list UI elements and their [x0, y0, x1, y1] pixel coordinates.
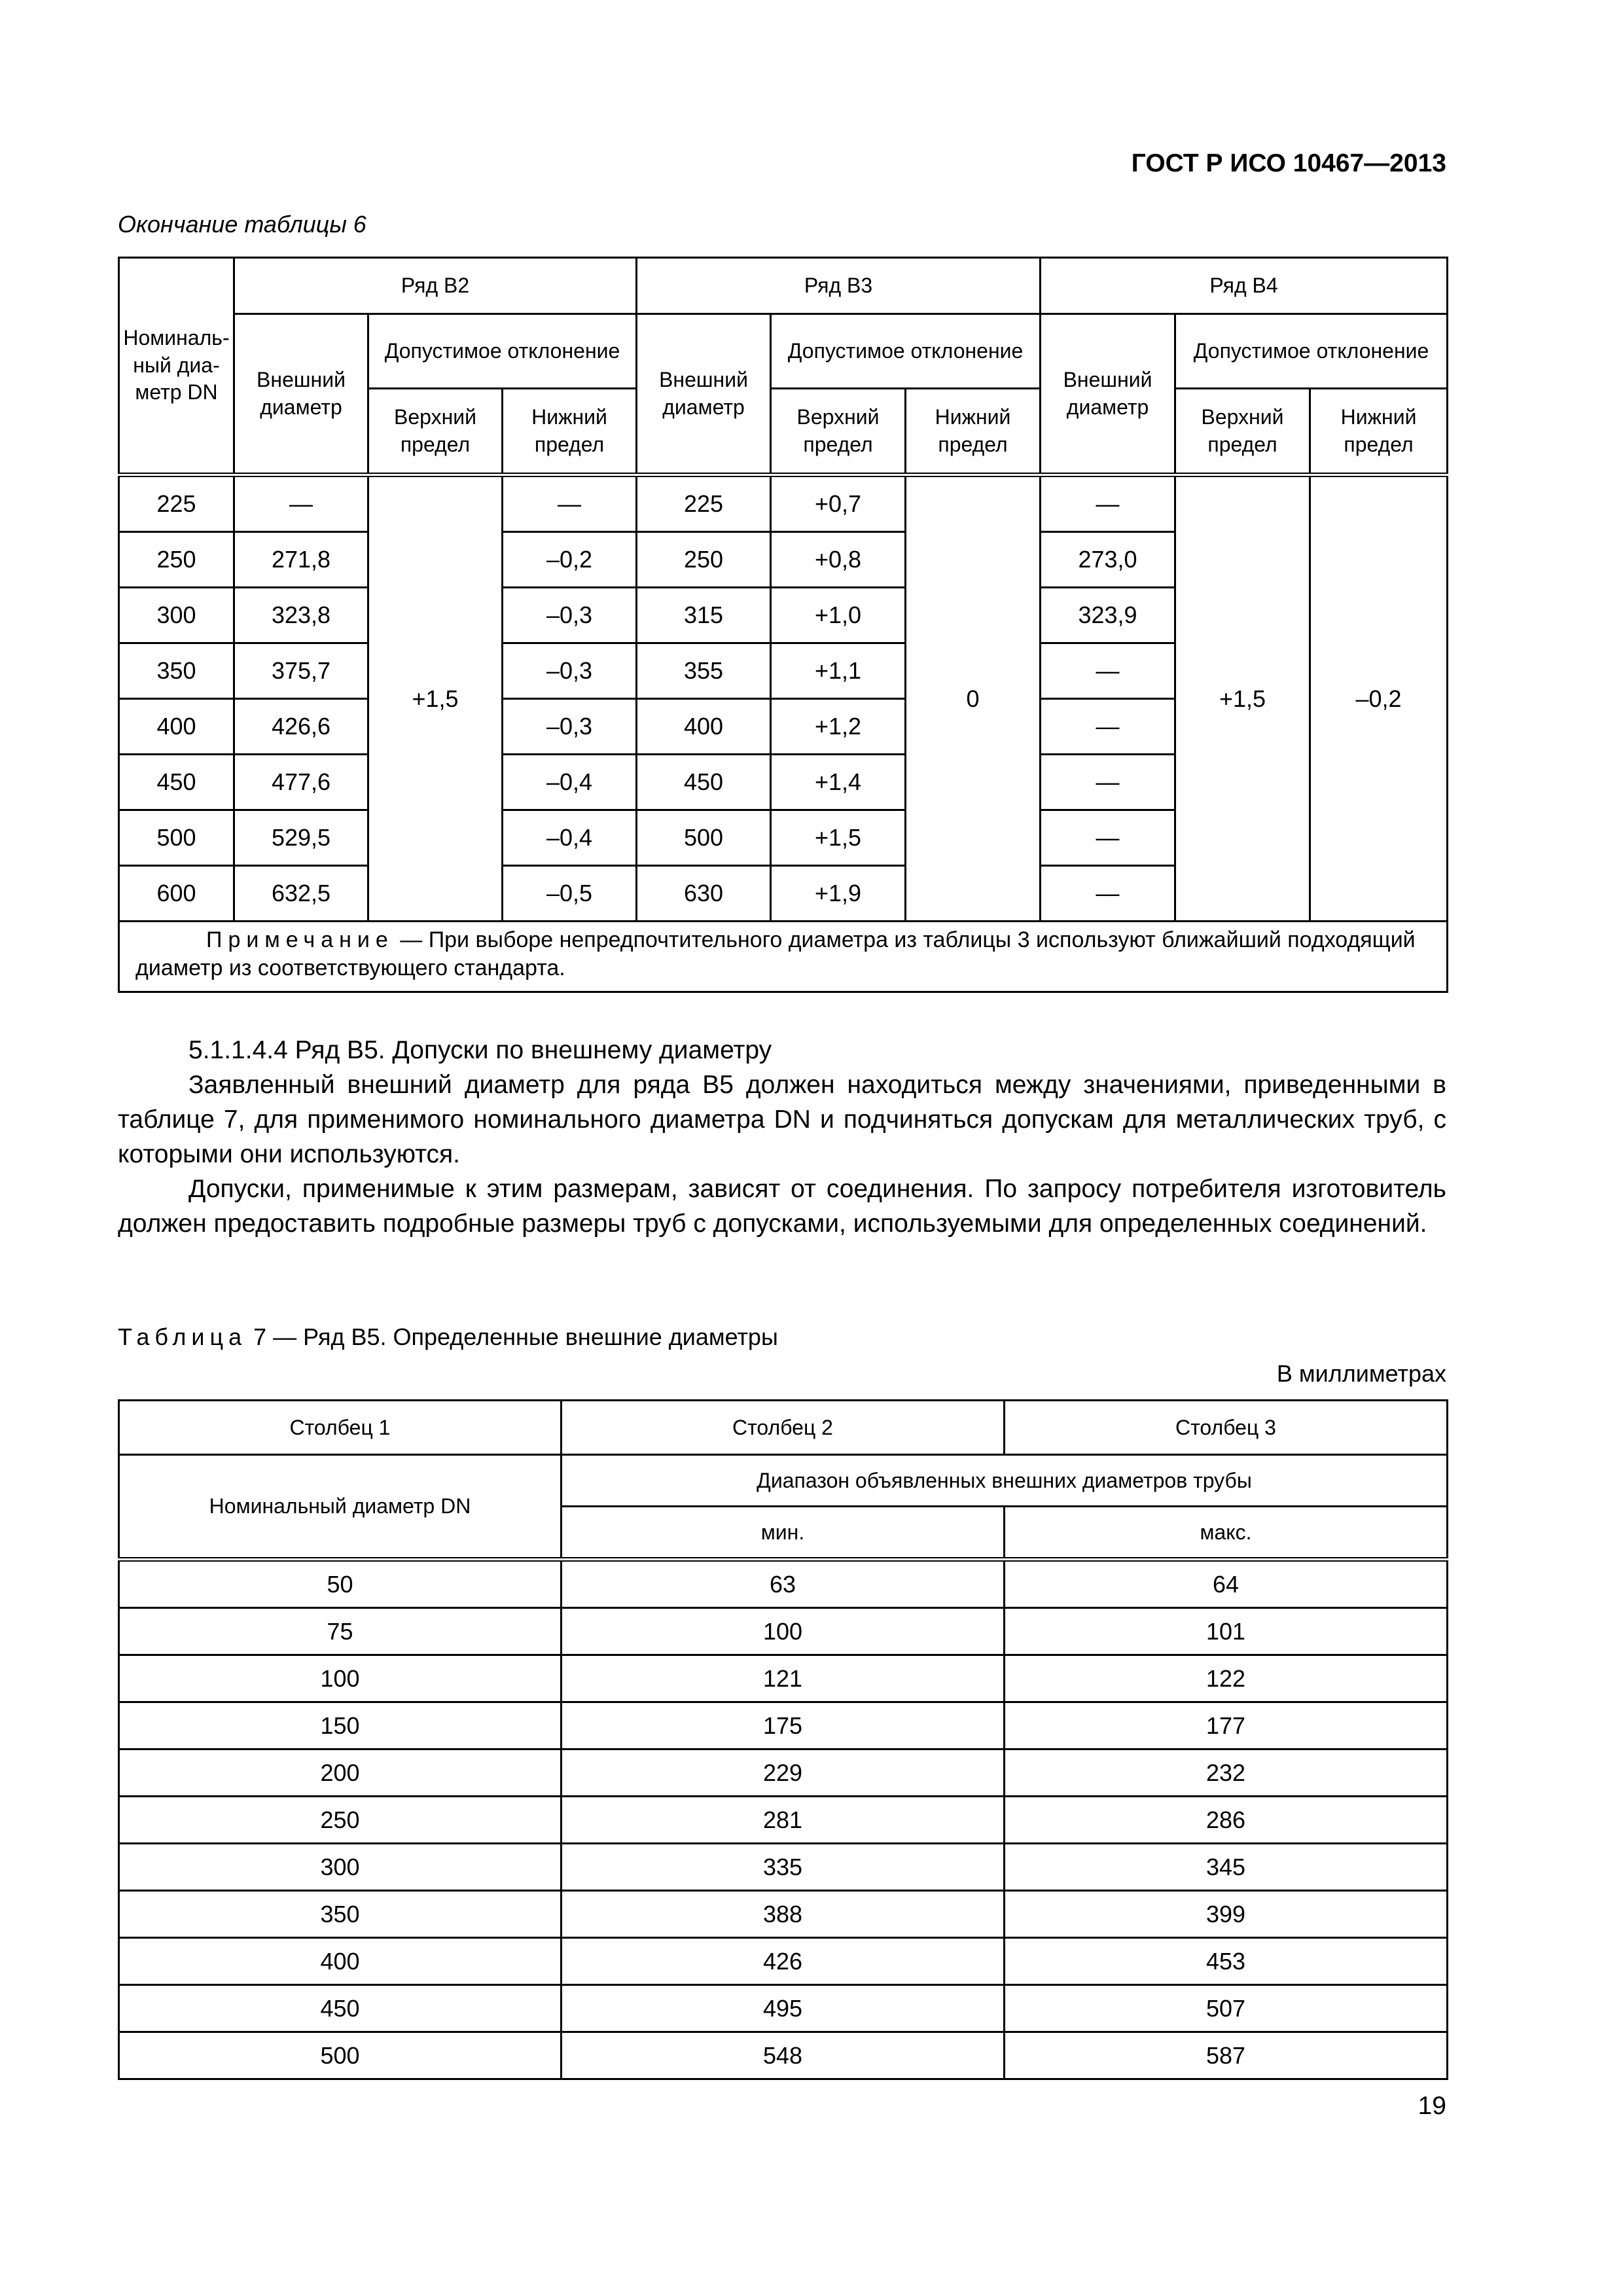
min-cell: 175: [562, 1702, 1005, 1749]
dn-cell: 50: [119, 1560, 562, 1608]
b2-lower-cell: –0,2: [503, 532, 637, 588]
page-number: 19: [1418, 2092, 1446, 2120]
table7-caption-text: 7 — Ряд B5. Определенные внешние диаметры: [247, 1323, 778, 1350]
min-cell: 229: [562, 1749, 1005, 1797]
b3-upper-cell: +1,0: [771, 588, 906, 643]
b2-tolerance-header: Допустимое отклонение: [368, 314, 637, 389]
b4-od-cell: —: [1041, 643, 1175, 699]
table-row: [119, 1608, 1448, 1655]
max-cell: 64: [1005, 1560, 1448, 1608]
table-row: [119, 1891, 1448, 1938]
dn-cell: 250: [119, 1797, 562, 1844]
dn-cell: 100: [119, 1655, 562, 1702]
section-heading: 5.1.1.4.4 Ряд B5. Допуски по внешнему диаметру: [188, 1036, 772, 1064]
b2-upper-header: Верхний предел: [368, 389, 503, 475]
group-header-b2: Ряд B2: [234, 258, 637, 314]
table-row: [119, 1655, 1448, 1702]
dn-cell: 150: [119, 1702, 562, 1749]
dn-header: Номиналь-ный диа-метр DN: [119, 258, 234, 475]
dn-cell: 300: [119, 588, 234, 643]
table-row: [119, 1844, 1448, 1891]
max-cell: 587: [1005, 2032, 1448, 2079]
max-cell: 122: [1005, 1655, 1448, 1702]
note-prefix: Примечание: [206, 927, 394, 952]
b3-od-cell: 630: [637, 866, 771, 922]
min-cell: 100: [562, 1608, 1005, 1655]
table-7: [118, 1399, 1448, 2080]
b2-od-cell: 477,6: [234, 755, 368, 810]
b2-od-cell: 375,7: [234, 643, 368, 699]
b3-od-cell: 450: [637, 755, 771, 810]
column-header-2: Столбец 2: [562, 1401, 1005, 1455]
b2-od-cell: —: [234, 475, 368, 532]
b2-od-cell: 529,5: [234, 810, 368, 866]
b2-outer-diameter-header: Внешний диаметр: [234, 314, 368, 475]
max-cell: 177: [1005, 1702, 1448, 1749]
b2-od-cell: 271,8: [234, 532, 368, 588]
b3-upper-cell: +1,9: [771, 866, 906, 922]
b4-od-cell: —: [1041, 866, 1175, 922]
dn-cell: 450: [119, 1985, 562, 2032]
table6-caption: Окончание таблицы 6: [118, 211, 366, 238]
b3-upper-cell: +1,1: [771, 643, 906, 699]
table-row: [119, 1702, 1448, 1749]
b4-lower-header: Нижний предел: [1310, 389, 1448, 475]
dn-cell: 400: [119, 699, 234, 755]
dn-cell: 350: [119, 643, 234, 699]
b2-upper-merged: +1,5: [368, 475, 503, 922]
group-header-b4: Ряд B4: [1041, 258, 1448, 314]
b3-od-cell: 400: [637, 699, 771, 755]
table-row: [119, 1797, 1448, 1844]
table-row: [119, 1985, 1448, 2032]
b4-upper-merged: +1,5: [1175, 475, 1310, 922]
b3-upper-cell: +1,2: [771, 699, 906, 755]
dn-cell: 225: [119, 475, 234, 532]
b3-upper-cell: +0,7: [771, 475, 906, 532]
b3-lower-header: Нижний предел: [906, 389, 1041, 475]
b4-upper-header: Верхний предел: [1175, 389, 1310, 475]
column-header-3: Столбец 3: [1005, 1401, 1448, 1455]
dn-cell: 500: [119, 2032, 562, 2079]
table-row: [119, 1749, 1448, 1797]
b3-upper-header: Верхний предел: [771, 389, 906, 475]
b3-upper-cell: +1,5: [771, 810, 906, 866]
b3-tolerance-header: Допустимое отклонение: [771, 314, 1041, 389]
min-header: мин.: [562, 1507, 1005, 1560]
table-row: [119, 2032, 1448, 2079]
note-text: — При выборе непредпочтительного диаметра из таблицы 3 используют ближайший подходящий диаметр из соответствующего стандарта.: [135, 927, 1416, 980]
b2-lower-cell: –0,5: [503, 866, 637, 922]
b3-od-cell: 355: [637, 643, 771, 699]
b3-od-cell: 500: [637, 810, 771, 866]
table6-note-row: [119, 922, 1448, 992]
min-cell: 121: [562, 1655, 1005, 1702]
max-cell: 345: [1005, 1844, 1448, 1891]
dn-cell: 200: [119, 1749, 562, 1797]
b4-lower-merged: –0,2: [1310, 475, 1448, 922]
b4-od-cell: —: [1041, 755, 1175, 810]
max-cell: 232: [1005, 1749, 1448, 1797]
dn-cell: 250: [119, 532, 234, 588]
table-row: [119, 1938, 1448, 1985]
dn-cell: 75: [119, 1608, 562, 1655]
min-cell: 495: [562, 1985, 1005, 2032]
section-paragraph-2: Допуски, применимые к этим размерам, зависят от соединения. По запросу потребителя изготовитель должен предоставить подробные размеры труб с допусками, используемыми для определенных соединений.: [118, 1175, 1446, 1238]
table7-units: В миллиметрах: [1276, 1360, 1446, 1387]
b2-lower-cell: –0,3: [503, 588, 637, 643]
b4-od-cell: 323,9: [1041, 588, 1175, 643]
max-header: макс.: [1005, 1507, 1448, 1560]
dn-cell: 500: [119, 810, 234, 866]
section-5-1-1-4-4: [118, 1033, 1446, 1241]
b4-outer-diameter-header: Внешний диаметр: [1041, 314, 1175, 475]
b4-tolerance-header: Допустимое отклонение: [1175, 314, 1448, 389]
max-cell: 101: [1005, 1608, 1448, 1655]
table7-caption-prefix: Таблица: [118, 1323, 247, 1350]
min-cell: 388: [562, 1891, 1005, 1938]
section-paragraph-1: Заявленный внешний диаметр для ряда B5 должен находиться между значениями, приведенными в таблице 7, для применимого номинального диаметра DN и подчиняться допускам для металлических труб, с которыми они используются.: [118, 1071, 1446, 1168]
table-row: [119, 1560, 1448, 1608]
b2-lower-cell: –0,4: [503, 810, 637, 866]
b2-lower-cell: –0,3: [503, 699, 637, 755]
dn-cell: 600: [119, 866, 234, 922]
table6-note: [119, 922, 1448, 992]
dn-cell: 350: [119, 1891, 562, 1938]
min-cell: 63: [562, 1560, 1005, 1608]
min-cell: 281: [562, 1797, 1005, 1844]
b3-upper-cell: +1,4: [771, 755, 906, 810]
b4-od-cell: —: [1041, 475, 1175, 532]
b4-od-cell: —: [1041, 699, 1175, 755]
max-cell: 286: [1005, 1797, 1448, 1844]
b3-upper-cell: +0,8: [771, 532, 906, 588]
min-cell: 426: [562, 1938, 1005, 1985]
document-standard-code: ГОСТ Р ИСО 10467—2013: [1131, 149, 1446, 177]
max-cell: 507: [1005, 1985, 1448, 2032]
b2-lower-cell: —: [503, 475, 637, 532]
min-cell: 548: [562, 2032, 1005, 2079]
dn-cell: 400: [119, 1938, 562, 1985]
b4-od-cell: 273,0: [1041, 532, 1175, 588]
dn-header: Номинальный диаметр DN: [119, 1455, 562, 1560]
range-header: Диапазон объявленных внешних диаметров трубы: [562, 1455, 1448, 1507]
b2-od-cell: 323,8: [234, 588, 368, 643]
dn-cell: 300: [119, 1844, 562, 1891]
b4-od-cell: —: [1041, 810, 1175, 866]
b3-od-cell: 250: [637, 532, 771, 588]
column-header-1: Столбец 1: [119, 1401, 562, 1455]
b3-lower-merged: 0: [906, 475, 1041, 922]
group-header-b3: Ряд B3: [637, 258, 1041, 314]
b2-lower-header: Нижний предел: [503, 389, 637, 475]
table-row: [119, 475, 1448, 532]
b2-lower-cell: –0,3: [503, 643, 637, 699]
table7-caption: [118, 1323, 778, 1351]
dn-cell: 450: [119, 755, 234, 810]
table-6: [118, 257, 1448, 993]
max-cell: 399: [1005, 1891, 1448, 1938]
min-cell: 335: [562, 1844, 1005, 1891]
max-cell: 453: [1005, 1938, 1448, 1985]
b2-od-cell: 426,6: [234, 699, 368, 755]
b2-od-cell: 632,5: [234, 866, 368, 922]
b3-od-cell: 225: [637, 475, 771, 532]
b2-lower-cell: –0,4: [503, 755, 637, 810]
b3-outer-diameter-header: Внешний диаметр: [637, 314, 771, 475]
b3-od-cell: 315: [637, 588, 771, 643]
